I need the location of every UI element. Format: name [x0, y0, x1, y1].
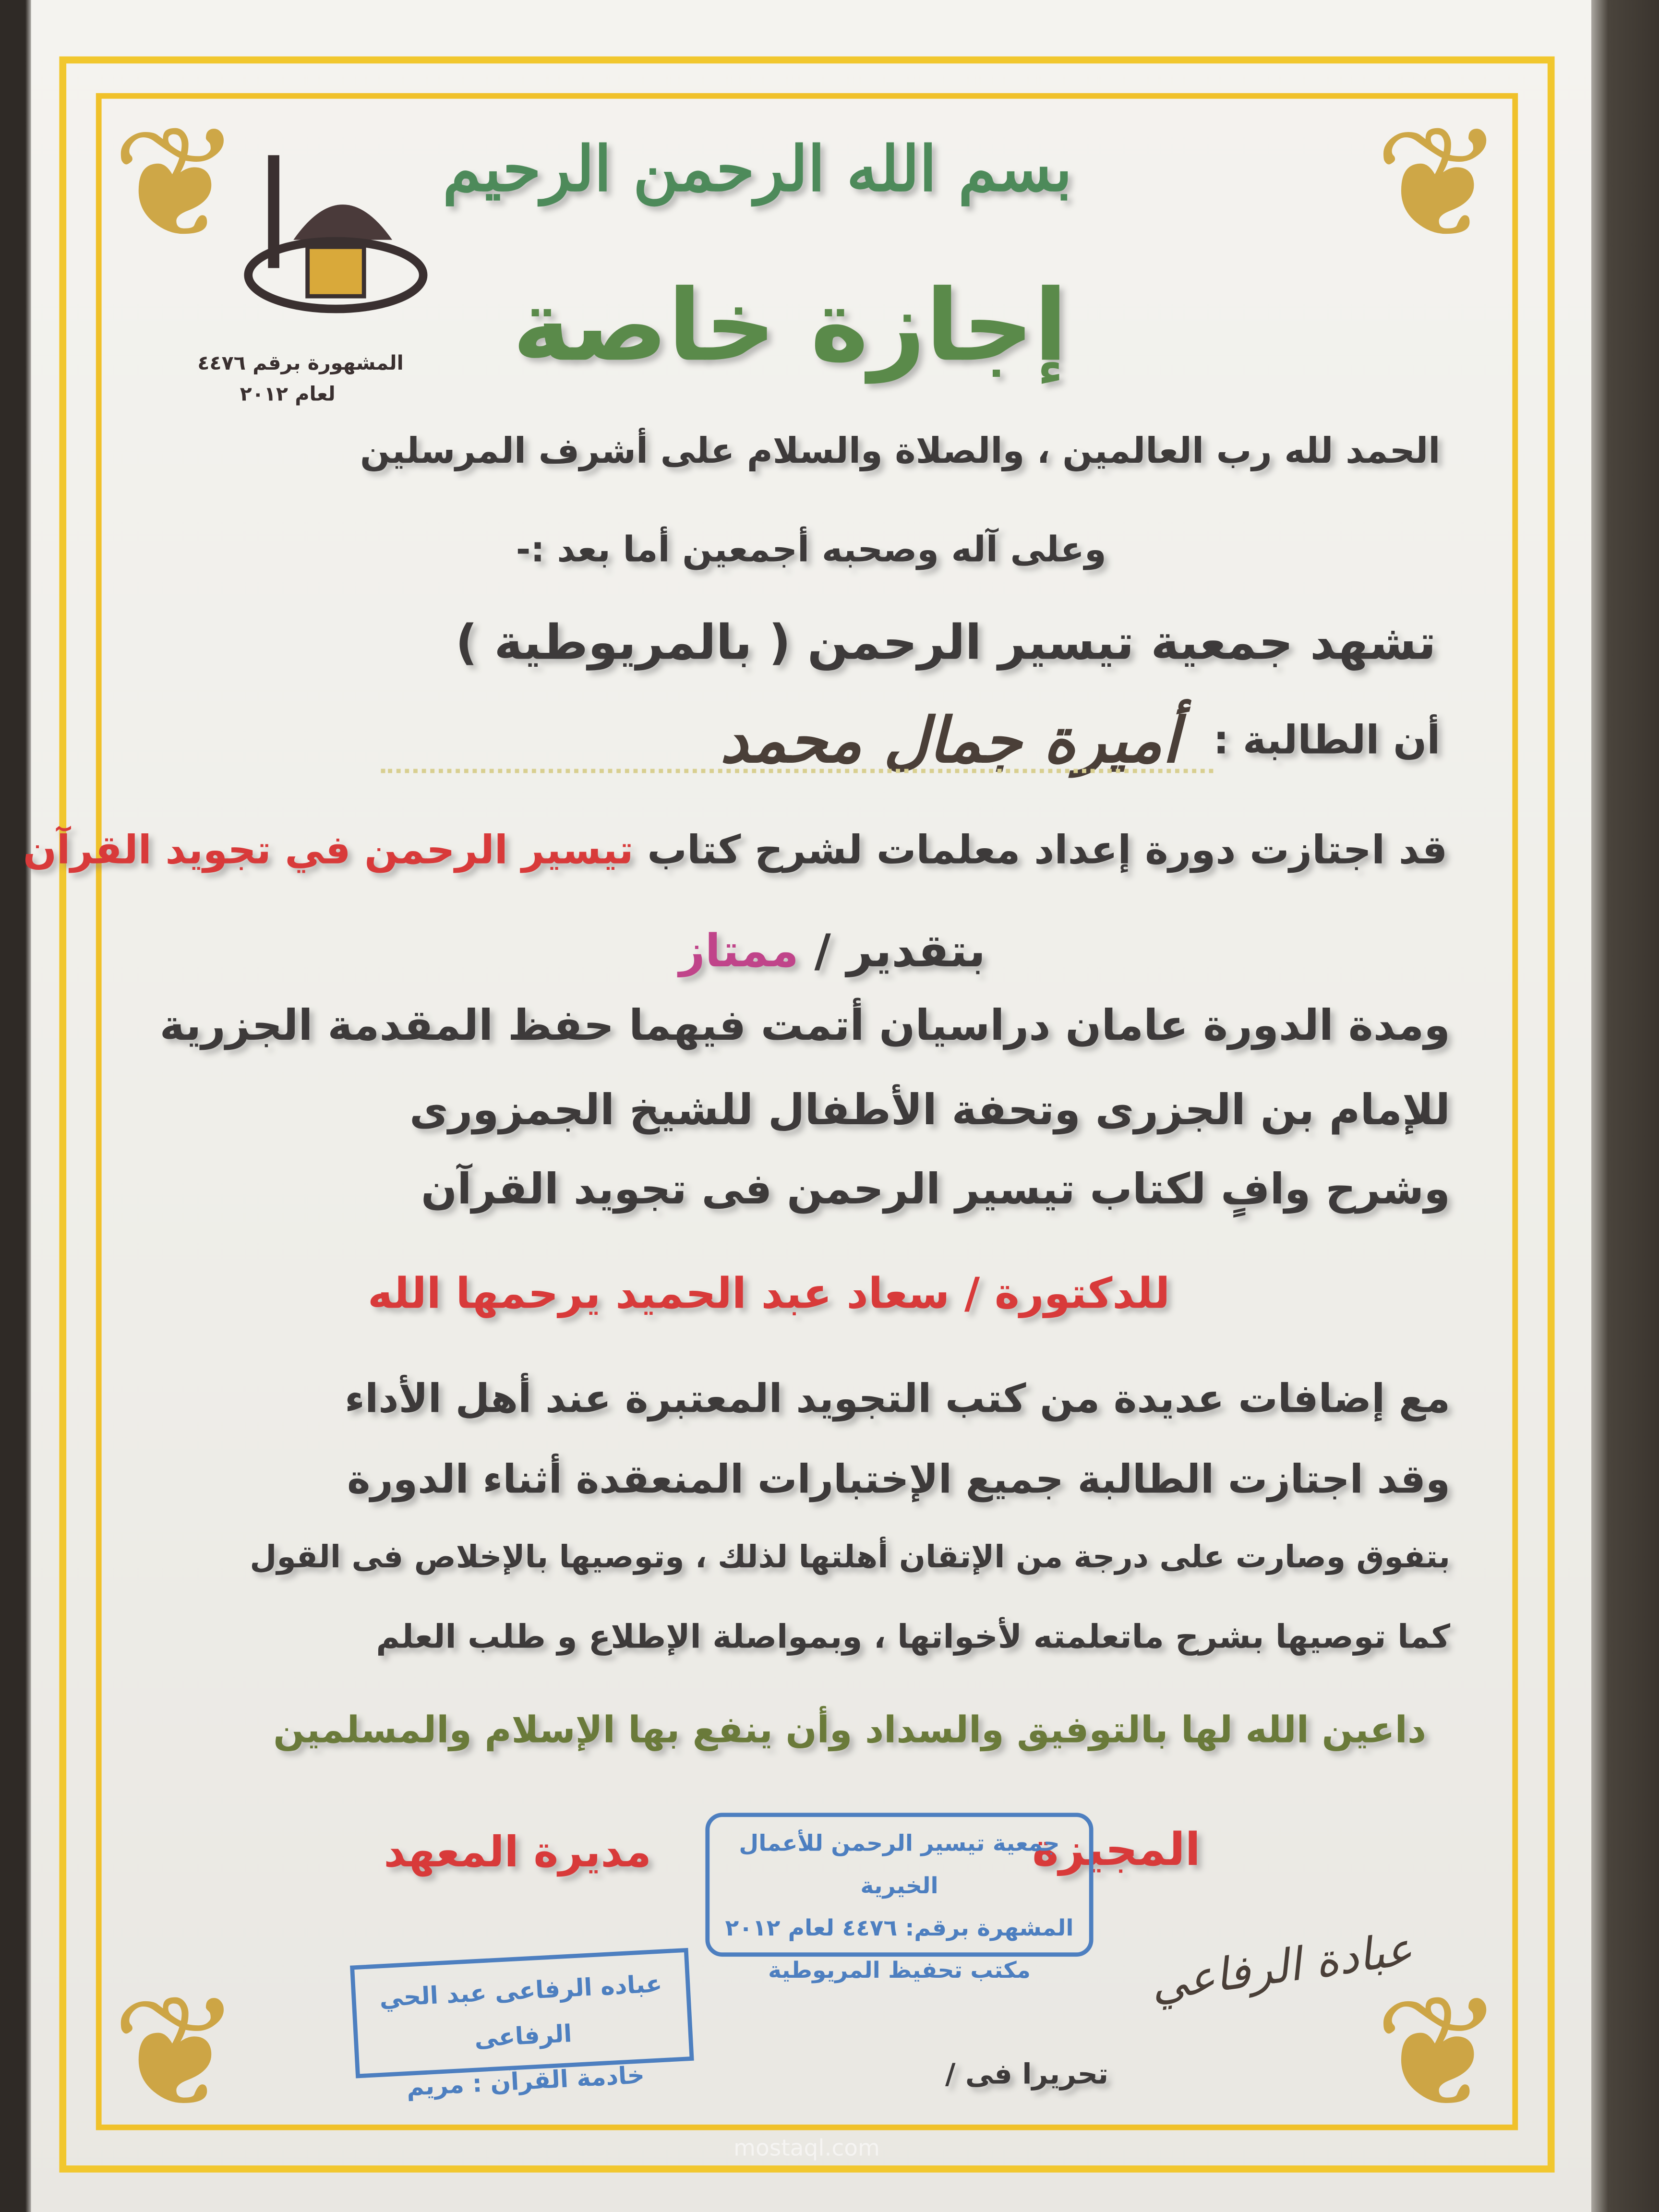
date-label: تحريرا فى / — [945, 2056, 1109, 2091]
duration-line: ومدة الدورة عامان دراسيان أتمت فيهما حفظ المقدمة الجزرية — [159, 1001, 1451, 1051]
intro-line-1: الحمد لله رب العالمين ، والصلاة والسلام على أشرف المرسلين — [360, 430, 1441, 471]
course-book: تيسير الرحمن في تجويد القرآن — [23, 827, 634, 874]
body-line: كما توصيها بشرح ماتعلمته لأخواتها ، وبمواصلة الإطلاع و طلب العلم — [376, 1619, 1451, 1657]
grade-value: ممتاز — [679, 924, 799, 978]
director-stamp — [350, 1948, 694, 2103]
duration-line: وشرح وافٍ لكتاب تيسير الرحمن فى تجويد القرآن — [421, 1165, 1451, 1215]
closing-prayer: داعين الله لها بالتوفيق والسداد وأن ينفع بها الإسلام والمسلمين — [273, 1709, 1427, 1752]
stamp-line: جمعية تيسير الرحمن للأعمال الخيرية — [739, 1829, 1060, 1899]
grade-line — [592, 924, 1072, 978]
body-line: وقد اجتازت الطالبة جميع الإختبارات المنعقدة أثناء الدورة — [347, 1455, 1451, 1503]
book-author: للدكتورة / سعاد عبد الحميد يرحمها الله — [368, 1269, 1170, 1319]
logo-text-line1: المشهورة برقم ٤٤٧٦ — [197, 352, 404, 375]
director-label: مديرة المعهد — [384, 1828, 651, 1878]
certificate-title: إجازة خاصة — [512, 268, 1068, 384]
stamp-line: عباده الرفاعى عبد الحي الرفاعى — [379, 1970, 663, 2054]
grantor-signature: عبادة الرفاعي — [1147, 1922, 1416, 2012]
watermark: mostaql.com — [733, 2134, 880, 2162]
stamp-line: خادمة القرآن : مريم — [406, 2062, 646, 2103]
body-line: مع إضافات عديدة من كتب التجويد المعتبرة عند أهل الأداء — [345, 1375, 1451, 1422]
ornament-corner-icon: ❦ — [111, 1962, 241, 2143]
stamp-line: مكتب تحفيظ المريوطية — [768, 1957, 1031, 1984]
ornament-corner-icon: ❦ — [1374, 1962, 1504, 2143]
grantor-label: المجيزة — [1032, 1822, 1201, 1876]
ornament-corner-icon: ❦ — [1374, 93, 1504, 274]
ornament-corner-icon: ❦ — [111, 93, 241, 274]
certifying-body: تشهد جمعية تيسير الرحمن ( بالمريوطية ) — [455, 615, 1436, 672]
intro-line-2: وعلى آله وصحبه أجمعين أما بعد :- — [516, 529, 1106, 570]
course-line — [23, 827, 1447, 873]
stamp-line: المشهرة برقم: ٤٤٧٦ لعام ٢٠١٢ — [725, 1914, 1074, 1941]
student-label: أن الطالبة : — [1213, 716, 1441, 763]
basmala: بسم الله الرحمن الرحيم — [443, 134, 1072, 206]
student-name: أميرة جمال محمد — [720, 705, 1179, 778]
logo-text-line2: لعام ٢٠١٢ — [240, 384, 336, 407]
duration-line: للإمام بن الجزرى وتحفة الأطفال للشيخ الجمزورى — [409, 1086, 1451, 1136]
course-prefix: قد اجتازت دورة إعداد معلمات لشرح كتاب — [647, 827, 1448, 874]
organization-stamp — [705, 1813, 1093, 1984]
body-line: بتفوق وصارت على درجة من الإتقان أهلتها لذلك ، وتوصيها بالإخلاص فى القول — [250, 1540, 1451, 1576]
name-dotted-line — [381, 769, 1213, 773]
grade-label: بتقدير / — [814, 924, 986, 978]
mosque-logo-icon — [237, 141, 434, 353]
